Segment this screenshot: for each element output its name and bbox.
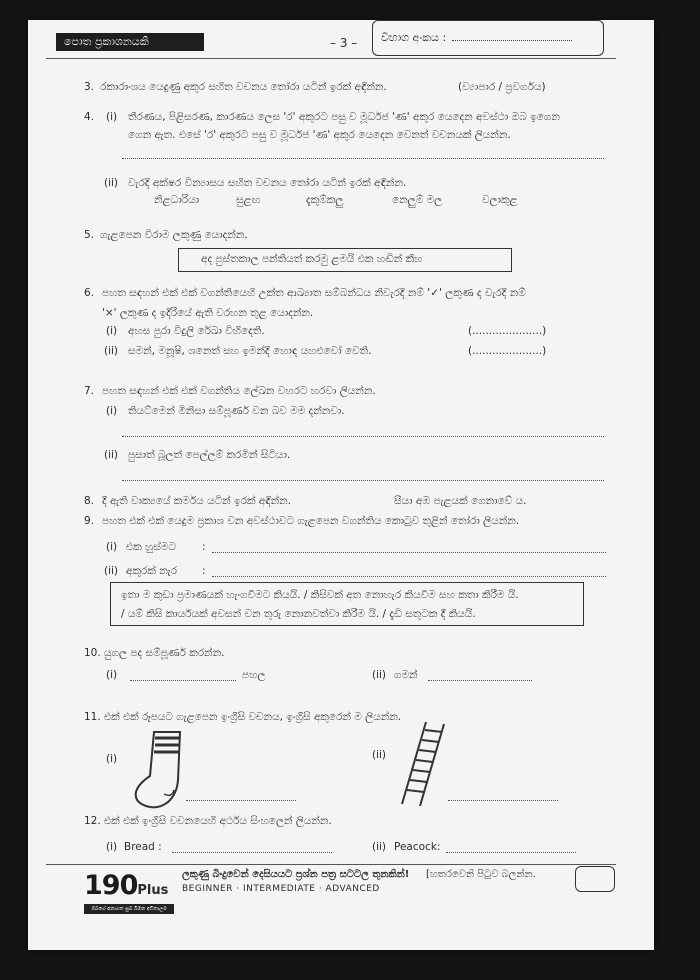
q4-word-2[interactable]: සුළඟ (236, 194, 261, 206)
q12-ii-answer-line[interactable] (446, 852, 576, 853)
q7-ii-label: (ii) (104, 449, 119, 461)
q6-text-1: පහත සඳහන් එක් එක් වගන්තියෙහි උක්ත ආඛ්‍යාත සම්බන්ධය නිවැරදි නම් '✓' ලකුණ ද වැරදි නම් (102, 287, 526, 299)
q4-i-text-1: තීරණය, පිළිසරණ, කාරණය ලෙස 'ර' අකුරට පසු ව මූර්ධජ 'ණ' අකුර යෙදෙන අවස්ථා ඔබ ඉගෙන (128, 111, 560, 123)
q6-ii-blank[interactable]: (.....................) (468, 345, 547, 357)
q6-text-2: '×' ලකුණ ද ඉදිරියේ ඇති වරහන තුළ යොදන්න. (102, 307, 314, 319)
q11-i-answer-line[interactable] (186, 800, 296, 801)
q11-ii-label: (ii) (372, 749, 387, 761)
q7-text: පහත සඳහන් එක් එක් වගන්තිය ලේඛන වහරට හරවා ලියන්න. (102, 385, 376, 397)
footer-levels: BEGINNER · INTERMEDIATE · ADVANCED (182, 884, 380, 894)
index-label: විභාග අංකය : (381, 31, 447, 44)
q12-i-label: (i) (106, 841, 118, 853)
q4-i-text-2: ගෙන ඇත. එසේ 'ර' අකුරට පසු ව මූර්ධජ 'ණ' අකුර යෙදෙන වෙනත් වචනයක් ලියන්න. (128, 129, 511, 141)
index-dotted-line (452, 40, 572, 41)
footer-rule (46, 864, 616, 865)
q10-i-answer-line[interactable] (130, 680, 236, 681)
q9-ii-text: අකුරක් නැර (126, 565, 177, 577)
q6-i-blank[interactable]: (.....................) (468, 325, 547, 337)
sock-icon (128, 728, 190, 810)
q6-ii-label: (ii) (104, 345, 119, 357)
q6-i-text: අහස පුරා විදුලි රේඛා විහිදෙති. (128, 325, 265, 337)
footer-turn-page: [හතරවෙනි පිටුව බලන්න. (426, 869, 536, 880)
q10-text: යුගල පද සම්පූර්ණ කරන්න. (104, 647, 225, 659)
q11-ii-answer-line[interactable] (448, 800, 558, 801)
q4-ii-text: වැරදි අක්ෂර වින්‍යාසය සහිත වචනය තෝරා යටින් ඉරක් අඳින්න. (128, 177, 407, 189)
ladder-icon (398, 720, 450, 806)
q4-i-answer-line[interactable] (122, 158, 604, 159)
q9-ii-answer-line[interactable] (212, 576, 606, 577)
q9-ii-colon: : (202, 565, 206, 577)
q3-text: රකාරාංශය යෙදුණු අකුර සහිත වචනය තෝරා යටින් ඉරක් අඳින්න. (100, 81, 387, 93)
q9-text: පහත එක් එක් යෙදුම ප්‍රකාශ වන අවස්ථාවට ගැළපෙන වගන්තිය කොටුව තුළින් තෝරා ලියන්න. (102, 515, 520, 527)
q6-number: 6. (84, 287, 95, 299)
q9-i-label: (i) (106, 541, 118, 553)
q10-ii-label: (ii) (372, 669, 387, 681)
q7-i-label: (i) (106, 405, 118, 417)
q5-number: 5. (84, 229, 95, 241)
q9-i-text: එක හුස්මට (126, 541, 176, 553)
q12-number: 12. (84, 815, 101, 827)
header-rule (46, 58, 616, 59)
q6-i-label: (i) (106, 325, 118, 337)
q8-sentence[interactable]: සීයා අඹ පැළයක් ගෙනාවේ ය. (394, 495, 527, 507)
index-number-box[interactable] (372, 20, 604, 56)
q9-i-answer-line[interactable] (212, 552, 606, 553)
q12-ii-word: Peacock: (394, 841, 441, 853)
q9-options-box (110, 582, 584, 626)
footer-page-box (575, 866, 615, 892)
q10-ii-word: ගමන් (394, 669, 418, 681)
q9-ii-label: (ii) (104, 565, 119, 577)
q6-ii-text: සමන්, මනූෂි, ශනෙත් සහ ඉමන්දි හොඳ යහළුවෝ වෙති. (128, 345, 372, 357)
q7-i-text: තියට්මෙන් මිනිසා සම්පූර්ණ වන බව මම දන්නවා. (128, 405, 345, 417)
q8-text: දී ඇති වාක්‍යයේ කර්මය යටින් ඉරක් අඳින්න. (102, 495, 292, 507)
q12-i-answer-line[interactable] (172, 852, 332, 853)
q7-number: 7. (84, 385, 95, 397)
q4-number: 4. (84, 111, 95, 123)
q9-i-colon: : (202, 541, 206, 553)
logo-plus: Plus (137, 883, 169, 898)
q11-number: 11. (84, 711, 101, 723)
q3-choice: (ව්‍යාපාර / ප්‍රවර්ගය) (458, 81, 546, 93)
q9-number: 9. (84, 515, 95, 527)
q8-number: 8. (84, 495, 95, 507)
q10-ii-answer-line[interactable] (428, 680, 532, 681)
q5-sentence-box[interactable] (178, 248, 512, 272)
q9-options-line-1: ඉතා ම කුඩා ප්‍රමාණයක් හැංගවීමට කියයි. / කිසිවක් අත නොහැර කියවීම සහ කතා කිරීම යි. (121, 589, 519, 601)
q11-i-label: (i) (106, 753, 118, 765)
q12-text: එක් එක් ඉංග්‍රීසි වචනයෙහි අර්ථය සිංහලෙන් ලියන්න. (104, 815, 332, 827)
q4-word-5[interactable]: වලාකුළ (482, 194, 518, 206)
publisher-label: පොත ප්‍රකාශනයකි (56, 33, 204, 51)
q10-i-label: (i) (106, 669, 118, 681)
q7-ii-text: පුසාත් බූලත් පෙල්ලම් කරමින් සිටියා. (128, 449, 291, 461)
page-number: – 3 – (330, 36, 358, 50)
q4-ii-label: (ii) (104, 177, 119, 189)
logo-number: 190 (84, 870, 138, 901)
q3-number: 3. (84, 81, 95, 93)
q12-ii-label: (ii) (372, 841, 387, 853)
logo-subtitle: ඔබගේ අනාගත සුබ බිමක අඩිතාලම (84, 904, 174, 914)
q4-word-4[interactable]: නෙලුම් මල (392, 194, 443, 206)
q7-ii-answer-line[interactable] (122, 480, 604, 481)
footer-tagline: ලකුණු බිංදුවෙන් දෙසියයට ප්‍රශ්න පත්‍ර සටටල තුනකින්! (182, 869, 410, 880)
q4-i-label: (i) (106, 111, 118, 123)
q5-sentence: අද පුස්තකාල පන්තියත් කරමු ළමයි එක හඬින් කීහ (201, 253, 423, 265)
q7-i-answer-line[interactable] (122, 436, 604, 437)
q4-word-3[interactable]: දැකුම්කලු (306, 194, 344, 206)
q11-text: එක් එක් රූපයට ගැළපෙන ඉංග්‍රීසි වචනය, ඉංග්‍රීසි අකුරෙන් ම ලියන්න. (104, 711, 402, 723)
exam-paper (28, 20, 654, 950)
q5-text: ගැළපෙන විරාම ලකුණු යොදන්න. (100, 229, 248, 241)
q12-i-word: Bread : (124, 841, 162, 853)
q4-word-1[interactable]: නිළධාරියා (154, 194, 200, 206)
q9-options-line-2: / යම් කිසි කාර්යයක් අවසන් වන තුරු නොනවත්වා කිරීම යි. / දැඩි සතුටක දී කියයි. (121, 608, 476, 620)
q10-number: 10. (84, 647, 101, 659)
q10-i-word: පහල (242, 669, 266, 681)
